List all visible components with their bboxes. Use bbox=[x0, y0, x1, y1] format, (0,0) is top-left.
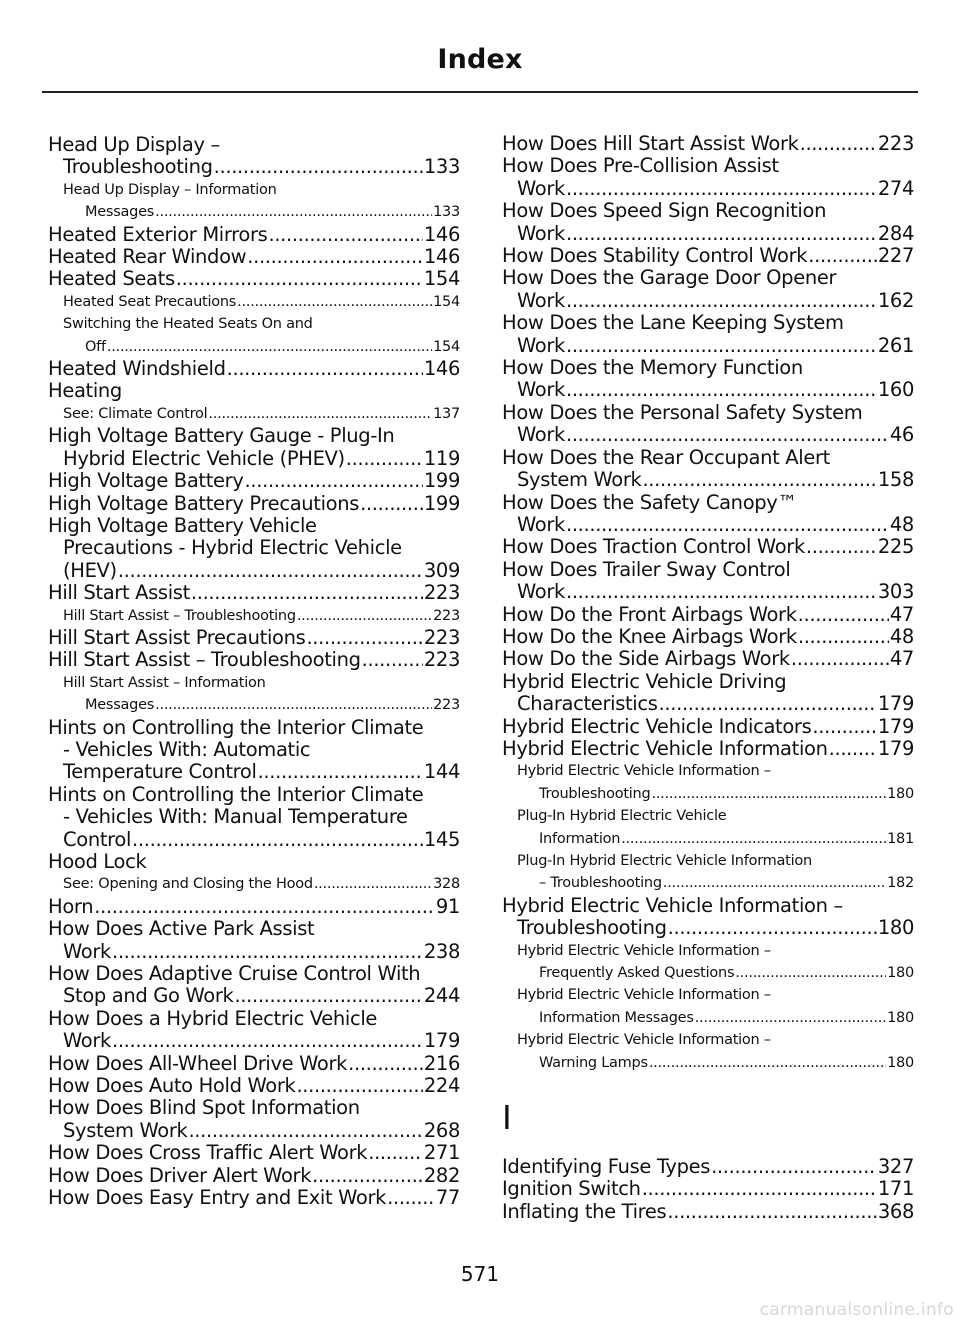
page-reference[interactable]: 179 bbox=[877, 714, 914, 738]
page-reference[interactable]: 180 bbox=[877, 916, 914, 940]
dot-leader bbox=[118, 560, 423, 582]
entry-text: Work bbox=[517, 221, 565, 245]
page-reference[interactable]: 261 bbox=[877, 333, 914, 357]
index-subentry-see-climate-control[interactable] bbox=[48, 403, 460, 425]
entry-text: How Do the Knee Airbags Work bbox=[502, 624, 797, 648]
page-reference[interactable]: 137 bbox=[433, 405, 460, 422]
index-entry-how-does-a-hybrid-electric-vehicle[interactable] bbox=[48, 1008, 460, 1053]
index-entry-how-does-the-memory-function[interactable] bbox=[502, 357, 914, 402]
entry-text: Information Messages bbox=[539, 1009, 694, 1026]
entry-text: How Does Active Park Assist bbox=[48, 917, 315, 941]
dot-leader bbox=[234, 985, 422, 1007]
entry-text: How Does Traction Control Work bbox=[502, 535, 805, 559]
entry-text: – Troubleshooting bbox=[539, 875, 662, 892]
page-reference[interactable]: 328 bbox=[433, 876, 460, 893]
entry-text: How Do the Front Airbags Work bbox=[502, 602, 797, 626]
dot-leader bbox=[214, 156, 423, 178]
index-entry-how-do-the-side-airbags-work[interactable] bbox=[502, 648, 914, 670]
entry-text: Troubleshooting bbox=[517, 916, 667, 940]
entry-text: See: Opening and Closing the Hood bbox=[63, 876, 313, 893]
index-subentry-hybrid-electric-vehicle-information[interactable] bbox=[502, 760, 914, 805]
entry-text: How Does Auto Hold Work bbox=[48, 1074, 296, 1098]
entry-text: How Does the Memory Function bbox=[502, 356, 803, 380]
index-entry-hood-lock[interactable] bbox=[48, 851, 460, 873]
dot-leader bbox=[346, 448, 423, 470]
entry-text: Work bbox=[517, 580, 565, 604]
dot-leader bbox=[155, 201, 432, 223]
index-entry-high-voltage-battery-vehicle[interactable] bbox=[48, 515, 460, 582]
entry-text: Hybrid Electric Vehicle Information – bbox=[517, 1032, 771, 1049]
dot-leader bbox=[642, 469, 876, 491]
entry-text: How Does Driver Alert Work bbox=[48, 1163, 312, 1187]
entry-text: Head Up Display – bbox=[48, 133, 220, 156]
entry-text: Hill Start Assist – Troubleshooting bbox=[63, 607, 296, 624]
page-reference[interactable]: 48 bbox=[889, 512, 914, 536]
entry-text: See: Climate Control bbox=[63, 405, 208, 422]
dot-leader bbox=[306, 627, 422, 649]
index-entry-hybrid-electric-vehicle-information[interactable] bbox=[502, 738, 914, 760]
entry-text: Plug-In Hybrid Electric Vehicle Information bbox=[517, 853, 812, 869]
index-entry-how-does-speed-sign-recognition[interactable] bbox=[502, 200, 914, 245]
dot-leader bbox=[791, 648, 889, 670]
entry-text: Hints on Controlling the Interior Climate bbox=[48, 715, 424, 739]
dot-leader bbox=[245, 470, 423, 492]
entry-text: How Does Blind Spot Information bbox=[48, 1096, 360, 1120]
index-column-right-h-entries bbox=[502, 133, 914, 1074]
page-reference[interactable]: 368 bbox=[877, 1199, 914, 1223]
entry-text: How Does a Hybrid Electric Vehicle bbox=[48, 1006, 378, 1030]
page-reference[interactable]: 48 bbox=[889, 624, 914, 648]
page-reference[interactable]: 144 bbox=[423, 760, 460, 784]
entry-text: High Voltage Battery bbox=[48, 469, 244, 493]
page-title: Index bbox=[437, 44, 523, 75]
dot-leader bbox=[566, 379, 877, 401]
index-entry-hybrid-electric-vehicle-information[interactable] bbox=[502, 895, 914, 940]
entry-text: Plug-In Hybrid Electric Vehicle bbox=[517, 808, 727, 825]
entry-text: Heating bbox=[48, 379, 122, 403]
entry-text: Hybrid Electric Vehicle Information bbox=[502, 736, 828, 760]
index-subentry-hybrid-electric-vehicle-information[interactable] bbox=[502, 984, 914, 1029]
page-reference[interactable]: 223 bbox=[433, 607, 460, 624]
dot-leader bbox=[566, 290, 877, 312]
entry-text: Hill Start Assist – Information bbox=[63, 674, 266, 691]
index-entry-hill-start-assist-precautions[interactable] bbox=[48, 627, 460, 649]
entry-text: How Does the Personal Safety System bbox=[502, 400, 863, 424]
dot-leader bbox=[659, 693, 877, 715]
index-entry-heated-exterior-mirrors[interactable] bbox=[48, 224, 460, 246]
watermark: carmanualsonline.info bbox=[759, 1300, 954, 1320]
entry-text: How Does the Safety Canopy™ bbox=[502, 490, 797, 514]
entry-text: How Does Pre-Collision Assist bbox=[502, 154, 779, 178]
index-entry-hints-on-controlling-the-interior-climate[interactable] bbox=[48, 717, 460, 784]
entry-text: How Does the Garage Door Opener bbox=[502, 266, 837, 290]
entry-text: Work bbox=[63, 939, 111, 963]
page-reference[interactable]: 227 bbox=[877, 244, 914, 268]
entry-text: High Voltage Battery Gauge - Plug-In bbox=[48, 424, 395, 448]
page-reference[interactable]: 268 bbox=[423, 1118, 460, 1142]
page-number: 571 bbox=[460, 1262, 500, 1286]
entry-text: Control bbox=[63, 827, 132, 851]
entry-text: Work bbox=[517, 333, 565, 357]
page-reference[interactable]: 274 bbox=[877, 176, 914, 200]
page-reference[interactable]: 244 bbox=[423, 984, 460, 1008]
index-entry-high-voltage-battery-gauge-plug-in[interactable] bbox=[48, 425, 460, 470]
dot-leader bbox=[188, 1120, 422, 1142]
index-entry-how-does-the-garage-door-opener[interactable] bbox=[502, 267, 914, 312]
dot-leader bbox=[566, 514, 889, 536]
entry-text: System Work bbox=[63, 1118, 188, 1142]
page-reference[interactable]: 223 bbox=[423, 625, 460, 649]
entry-text: Work bbox=[517, 176, 565, 200]
dot-leader bbox=[800, 133, 877, 155]
index-entry-how-does-traction-control-work[interactable] bbox=[502, 536, 914, 558]
entry-text: Identifying Fuse Types bbox=[502, 1155, 711, 1179]
dot-leader bbox=[227, 358, 423, 380]
entry-text: Off bbox=[85, 338, 106, 355]
dot-leader bbox=[362, 649, 423, 671]
entry-text: Ignition Switch bbox=[502, 1177, 641, 1201]
index-subentry-hybrid-electric-vehicle-information[interactable] bbox=[502, 1029, 914, 1074]
entry-text: Precautions - Hybrid Electric Vehicle bbox=[63, 536, 402, 560]
entry-text: Head Up Display – Information bbox=[63, 181, 277, 198]
dot-leader bbox=[651, 783, 886, 805]
index-entry-heated-rear-window[interactable] bbox=[48, 246, 460, 268]
page-reference[interactable]: 223 bbox=[877, 132, 914, 155]
dot-leader bbox=[829, 738, 877, 760]
page-reference[interactable]: 133 bbox=[433, 204, 460, 221]
page-reference[interactable]: 160 bbox=[877, 378, 914, 402]
page-reference[interactable]: 47 bbox=[889, 602, 914, 626]
index-entry-how-does-blind-spot-information[interactable] bbox=[48, 1097, 460, 1142]
dot-leader bbox=[566, 178, 877, 200]
dot-leader bbox=[806, 536, 877, 558]
entry-text: Hill Start Assist bbox=[48, 581, 190, 605]
dot-leader bbox=[667, 1201, 876, 1223]
index-entry-high-voltage-battery-precautions[interactable] bbox=[48, 493, 460, 515]
index-entry-how-does-auto-hold-work[interactable] bbox=[48, 1075, 460, 1097]
entry-text: - Vehicles With: Manual Temperature bbox=[63, 805, 408, 829]
page-reference[interactable]: 179 bbox=[877, 736, 914, 760]
page-reference[interactable]: 238 bbox=[423, 939, 460, 963]
page-reference[interactable]: 179 bbox=[423, 1029, 460, 1053]
index-entry-how-does-easy-entry-and-exit-work[interactable] bbox=[48, 1187, 460, 1209]
dot-leader bbox=[191, 582, 423, 604]
entry-text: Troubleshooting bbox=[539, 785, 651, 802]
index-entry-high-voltage-battery[interactable] bbox=[48, 470, 460, 492]
entry-text: Messages bbox=[85, 697, 155, 714]
index-entry-heated-seats[interactable] bbox=[48, 268, 460, 290]
dot-leader bbox=[237, 291, 432, 313]
index-entry-how-does-stability-control-work[interactable] bbox=[502, 245, 914, 267]
entry-text: Hybrid Electric Vehicle Information – bbox=[517, 942, 771, 959]
index-entry-hybrid-electric-vehicle-driving[interactable] bbox=[502, 671, 914, 716]
page-reference[interactable]: 309 bbox=[423, 558, 460, 582]
entry-text: How Does Speed Sign Recognition bbox=[502, 199, 827, 223]
entry-text: Work bbox=[517, 288, 565, 312]
entry-text: Inflating the Tires bbox=[502, 1199, 667, 1223]
dot-leader bbox=[566, 581, 877, 603]
index-entry-how-does-active-park-assist[interactable] bbox=[48, 918, 460, 963]
page-reference[interactable]: 91 bbox=[435, 894, 460, 918]
index-subentry-plug-in-hybrid-electric-vehicle-information[interactable] bbox=[502, 850, 914, 895]
dot-leader bbox=[132, 829, 423, 851]
index-entry-identifying-fuse-types[interactable] bbox=[502, 1156, 914, 1178]
index-subentry-heated-seat-precautions[interactable] bbox=[48, 291, 460, 313]
page-reference[interactable]: 199 bbox=[423, 491, 460, 515]
index-entry-heating[interactable] bbox=[48, 380, 460, 402]
index-entry-how-does-pre-collision-assist[interactable] bbox=[502, 155, 914, 200]
entry-text: Hybrid Electric Vehicle Information – bbox=[502, 893, 843, 917]
page-reference[interactable]: 181 bbox=[887, 830, 914, 847]
title-divider bbox=[42, 91, 918, 93]
entry-text: How Does Adaptive Cruise Control With bbox=[48, 962, 421, 986]
page-reference[interactable]: 216 bbox=[423, 1051, 460, 1075]
index-entry-how-does-the-lane-keeping-system[interactable] bbox=[502, 312, 914, 357]
dot-leader bbox=[798, 626, 889, 648]
entry-text: Hybrid Electric Vehicle Information – bbox=[517, 763, 771, 780]
dot-leader bbox=[258, 761, 423, 783]
dot-leader bbox=[94, 896, 435, 918]
page-reference[interactable]: 282 bbox=[423, 1163, 460, 1187]
entry-text: Horn bbox=[48, 894, 94, 918]
dot-leader bbox=[695, 1007, 886, 1029]
entry-text: Hybrid Electric Vehicle Indicators bbox=[502, 714, 812, 738]
page-reference[interactable]: 119 bbox=[423, 446, 460, 470]
page-reference[interactable]: 47 bbox=[889, 647, 914, 671]
dot-leader bbox=[663, 872, 886, 894]
dot-leader bbox=[155, 694, 432, 716]
dot-leader bbox=[649, 1052, 886, 1074]
entry-text: System Work bbox=[517, 468, 642, 492]
dot-leader bbox=[268, 224, 422, 246]
page-reference[interactable]: 171 bbox=[877, 1177, 914, 1201]
entry-text: How Does Stability Control Work bbox=[502, 244, 808, 268]
dot-leader bbox=[711, 1156, 877, 1178]
entry-text: How Do the Side Airbags Work bbox=[502, 647, 790, 671]
page-reference[interactable]: 225 bbox=[877, 535, 914, 559]
section-letter-i: I bbox=[502, 1098, 512, 1138]
entry-text: How Does Easy Entry and Exit Work bbox=[48, 1186, 387, 1210]
page-reference[interactable]: 154 bbox=[423, 267, 460, 291]
page-reference[interactable]: 199 bbox=[423, 469, 460, 493]
index-subentry-hill-start-assist-troubleshooting[interactable] bbox=[48, 605, 460, 627]
index-subentry-switching-the-heated-seats-on-and[interactable] bbox=[48, 313, 460, 358]
index-entry-how-does-trailer-sway-control[interactable] bbox=[502, 559, 914, 604]
entry-text: Information bbox=[539, 830, 621, 847]
dot-leader bbox=[368, 1142, 423, 1164]
dot-leader bbox=[798, 604, 889, 626]
page-reference[interactable]: 284 bbox=[877, 221, 914, 245]
index-column-left bbox=[48, 134, 460, 1210]
entry-text: How Does All-Wheel Drive Work bbox=[48, 1051, 348, 1075]
dot-leader bbox=[312, 1165, 423, 1187]
entry-text: Hybrid Electric Vehicle Information – bbox=[517, 987, 771, 1004]
dot-leader bbox=[176, 268, 423, 290]
dot-leader bbox=[621, 828, 886, 850]
index-entry-how-does-adaptive-cruise-control-with[interactable] bbox=[48, 963, 460, 1008]
index-subentry-see-opening-and-closing-the-hood[interactable] bbox=[48, 873, 460, 895]
entry-text: Switching the Heated Seats On and bbox=[63, 316, 313, 333]
entry-text: Characteristics bbox=[517, 692, 658, 716]
entry-text: Stop and Go Work bbox=[63, 984, 234, 1008]
dot-leader bbox=[812, 716, 876, 738]
index-subentry-plug-in-hybrid-electric-vehicle[interactable] bbox=[502, 805, 914, 850]
page-reference[interactable]: 180 bbox=[887, 1009, 914, 1026]
entry-text: Hill Start Assist – Troubleshooting bbox=[48, 648, 361, 672]
page-reference[interactable]: 46 bbox=[889, 423, 914, 447]
entry-text: - Vehicles With: Automatic bbox=[63, 737, 311, 761]
index-subentry-hill-start-assist-information[interactable] bbox=[48, 672, 460, 717]
index-entry-how-does-cross-traffic-alert-work[interactable] bbox=[48, 1142, 460, 1164]
index-entry-how-does-hill-start-assist-work[interactable] bbox=[502, 133, 914, 155]
entry-text: How Does Trailer Sway Control bbox=[502, 557, 791, 581]
page-reference[interactable]: 224 bbox=[423, 1074, 460, 1098]
index-entry-inflating-the-tires[interactable] bbox=[502, 1201, 914, 1223]
page-reference[interactable]: 158 bbox=[877, 468, 914, 492]
dot-leader bbox=[642, 1178, 877, 1200]
entry-text: Troubleshooting bbox=[63, 155, 213, 179]
entry-text: Hints on Controlling the Interior Climate bbox=[48, 782, 424, 806]
entry-text: How Does the Lane Keeping System bbox=[502, 311, 844, 335]
entry-text: Messages bbox=[85, 204, 155, 221]
page-reference[interactable]: 133 bbox=[423, 155, 460, 179]
page-reference[interactable]: 146 bbox=[423, 222, 460, 246]
entry-text: Frequently Asked Questions bbox=[539, 965, 735, 982]
page-reference[interactable]: 180 bbox=[887, 785, 914, 802]
page-reference[interactable]: 180 bbox=[887, 965, 914, 982]
page-reference[interactable]: 146 bbox=[423, 245, 460, 269]
index-entry-hints-on-controlling-the-interior-climate[interactable] bbox=[48, 784, 460, 851]
index-entry-how-does-the-personal-safety-system[interactable] bbox=[502, 402, 914, 447]
index-entry-how-do-the-knee-airbags-work[interactable] bbox=[502, 626, 914, 648]
entry-text: Hood Lock bbox=[48, 850, 147, 873]
dot-leader bbox=[297, 605, 432, 627]
page-reference[interactable]: 154 bbox=[433, 338, 460, 355]
index-section-i-entries bbox=[502, 1156, 914, 1223]
page-reference[interactable]: 327 bbox=[877, 1155, 914, 1179]
index-entry-how-does-all-wheel-drive-work[interactable] bbox=[48, 1053, 460, 1075]
dot-leader bbox=[668, 917, 877, 939]
entry-text: Hybrid Electric Vehicle (PHEV) bbox=[63, 446, 345, 470]
entry-text: How Does Hill Start Assist Work bbox=[502, 132, 799, 155]
dot-leader bbox=[735, 962, 886, 984]
entry-text: Heated Seats bbox=[48, 267, 175, 291]
index-entry-how-does-the-rear-occupant-alert[interactable] bbox=[502, 447, 914, 492]
page-reference[interactable]: 180 bbox=[887, 1054, 914, 1071]
page-reference[interactable]: 303 bbox=[877, 580, 914, 604]
page-reference[interactable]: 223 bbox=[423, 581, 460, 605]
entry-text: Warning Lamps bbox=[539, 1054, 648, 1071]
entry-text: Temperature Control bbox=[63, 760, 257, 784]
page-reference[interactable]: 223 bbox=[423, 648, 460, 672]
index-entry-head-up-display[interactable] bbox=[48, 134, 460, 179]
index-entry-hill-start-assist[interactable] bbox=[48, 582, 460, 604]
page-reference[interactable]: 146 bbox=[423, 357, 460, 381]
index-entry-how-do-the-front-airbags-work[interactable] bbox=[502, 604, 914, 626]
entry-text: Work bbox=[517, 378, 565, 402]
dot-leader bbox=[208, 403, 432, 425]
page-reference[interactable]: 182 bbox=[887, 875, 914, 892]
dot-leader bbox=[112, 941, 423, 963]
entry-text: Heated Windshield bbox=[48, 357, 226, 381]
dot-leader bbox=[566, 424, 889, 446]
dot-leader bbox=[387, 1187, 435, 1209]
entry-text: Work bbox=[517, 423, 565, 447]
index-entry-ignition-switch[interactable] bbox=[502, 1178, 914, 1200]
dot-leader bbox=[566, 335, 877, 357]
index-column-right bbox=[502, 133, 914, 1223]
page-reference[interactable]: 179 bbox=[877, 692, 914, 716]
entry-text: Work bbox=[63, 1029, 111, 1053]
entry-text: Hybrid Electric Vehicle Driving bbox=[502, 669, 787, 693]
dot-leader bbox=[247, 246, 423, 268]
page-reference[interactable]: 223 bbox=[433, 697, 460, 714]
dot-leader bbox=[296, 1075, 422, 1097]
entry-text: High Voltage Battery Vehicle bbox=[48, 513, 317, 537]
index-entry-how-does-the-safety-canopy[interactable] bbox=[502, 492, 914, 537]
dot-leader bbox=[107, 336, 432, 358]
index-subentry-hybrid-electric-vehicle-information[interactable] bbox=[502, 940, 914, 985]
page-reference[interactable]: 162 bbox=[877, 288, 914, 312]
dot-leader bbox=[314, 873, 432, 895]
page-reference[interactable]: 77 bbox=[435, 1186, 460, 1210]
entry-text: High Voltage Battery Precautions bbox=[48, 491, 360, 515]
dot-leader bbox=[348, 1053, 423, 1075]
entry-text: Heated Rear Window bbox=[48, 245, 247, 269]
index-entry-heated-windshield[interactable] bbox=[48, 358, 460, 380]
index-entry-how-does-driver-alert-work[interactable] bbox=[48, 1165, 460, 1187]
entry-text: How Does Cross Traffic Alert Work bbox=[48, 1141, 368, 1165]
entry-text: Heated Exterior Mirrors bbox=[48, 222, 268, 246]
dot-leader bbox=[566, 223, 877, 245]
page-reference[interactable]: 154 bbox=[433, 293, 460, 310]
index-entry-hybrid-electric-vehicle-indicators[interactable] bbox=[502, 716, 914, 738]
page-reference[interactable]: 271 bbox=[423, 1141, 460, 1165]
index-subentry-head-up-display-information[interactable] bbox=[48, 179, 460, 224]
page-reference[interactable]: 145 bbox=[423, 827, 460, 851]
index-entry-horn[interactable] bbox=[48, 896, 460, 918]
entry-text: Heated Seat Precautions bbox=[63, 293, 237, 310]
dot-leader bbox=[112, 1030, 423, 1052]
entry-text: Work bbox=[517, 512, 565, 536]
dot-leader bbox=[360, 493, 423, 515]
entry-text: (HEV) bbox=[63, 558, 117, 582]
dot-leader bbox=[808, 245, 877, 267]
entry-text: Hill Start Assist Precautions bbox=[48, 625, 306, 649]
entry-text: How Does the Rear Occupant Alert bbox=[502, 445, 830, 469]
index-entry-hill-start-assist-troubleshooting[interactable] bbox=[48, 649, 460, 671]
